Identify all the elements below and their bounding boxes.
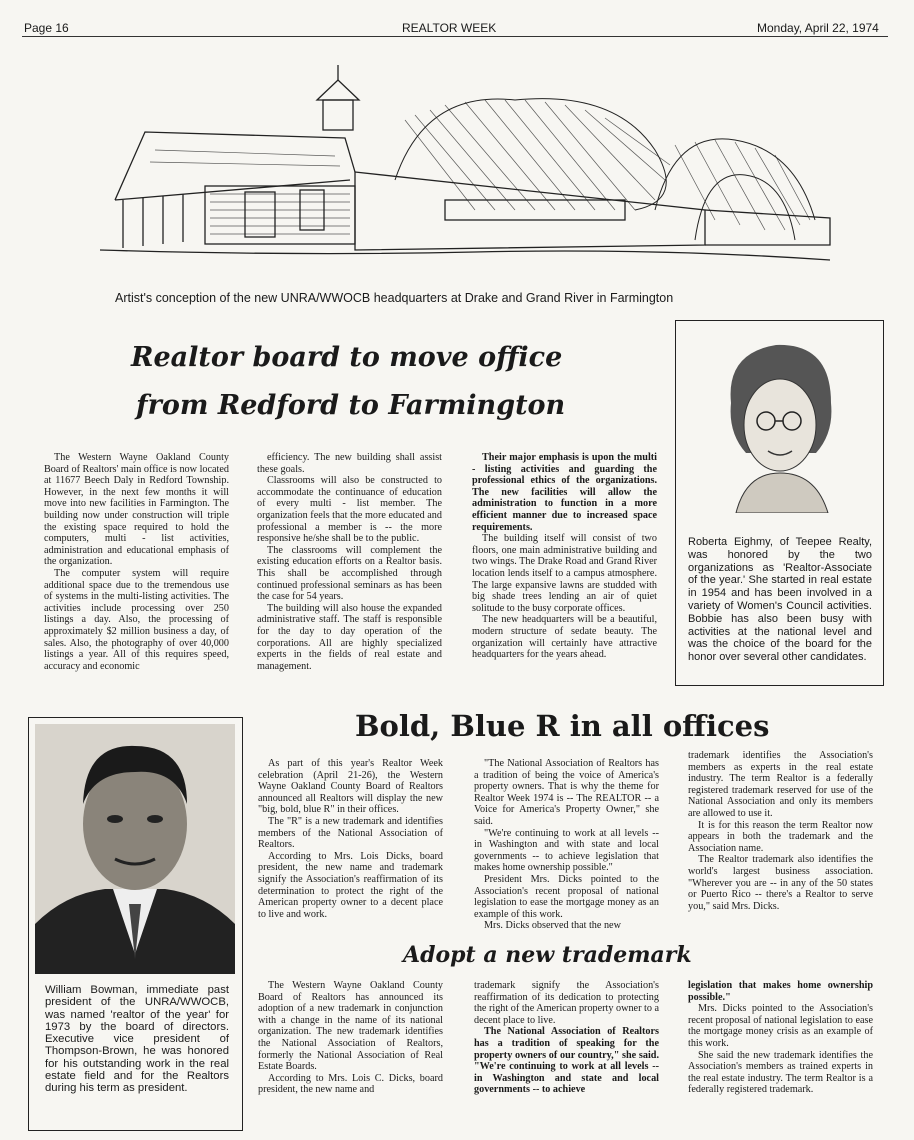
paragraph: She said the new trademark identifies the Association's members as trained experts in the real estate industry. The term Realtor is a federally registered trademark.: [688, 1049, 873, 1096]
paragraph: The classrooms will complement the existing education efforts on a Realtor basis. This shall be accomplished through continued professional seminars as has been the case for 54 years.: [257, 544, 442, 603]
paragraph: The computer system will require additional space due to the tremendous use of systems in the multi-listing activities. The activities include processing over 250 listings a day. Also, the processing of approximately $2 million business a day, of sales. Also, the photography of over 40,000 listings a year. All of this requires speed, accuracy and economic: [44, 567, 229, 672]
paragraph-bold: The National Association of Realtors has a tradition of speaking for the property owners of our country," she said. "We're continuing to work at all levels -- in Washington and state and local governments -- to achieve: [474, 1026, 659, 1096]
header-rule: [22, 36, 888, 37]
paragraph: According to Mrs. Lois Dicks, board president, the new name and trademark signify the Association's reaffirmation of its determination to protect the right of the American property owner to a decent place to live and work.: [258, 850, 443, 920]
paragraph: The "R" is a new trademark and identifies members of the National Association of Realtors.: [258, 815, 443, 851]
paragraph: Classrooms will also be constructed to accommodate the continuance of education of every multi - list member. The organization feels that the more educated and professional a member is -- the more responsive he/she shall be to the public.: [257, 475, 442, 545]
issue-date: Monday, April 22, 1974: [757, 21, 879, 35]
story2-column1: [258, 758, 443, 920]
story1-column1: [44, 452, 229, 672]
sidebar-man-box: [28, 717, 243, 1131]
paragraph: The building will also house the expanded administrative staff. The staff is responsible for the day to day operation of the corporations. All are highly specialized experts in the fields of real estate and management.: [257, 602, 442, 672]
story2-column2: [474, 758, 659, 932]
story1-column2: [257, 452, 442, 672]
portrait-photo-woman: [716, 333, 846, 513]
portrait-photo-man: [35, 724, 235, 974]
paragraph: The new headquarters will be a beautiful, modern structure of sedate beauty. The organization will certainly have attractive headquarters for the years ahead.: [472, 614, 657, 661]
sidebar-man-caption: William Bowman, immediate past president of the UNRA/WWOCB, was named 'realtor of the year' for 1973 by the board of directors. Executive vice president of Thompson-Brown, he was honored for his outstanding work in the real estate field and for the Realtors during his term as president.: [45, 984, 229, 1095]
building-illustration: [95, 60, 835, 285]
paragraph: "The National Association of Realtors has a tradition of being the voice of America's property owners. That is why the theme for Realtor Week 1974 is -- The REALTOR -- a Voice for America's Property Owner," she said.: [474, 758, 659, 827]
paragraph: The Western Wayne Oakland County Board of Realtors' main office is now located at 11677 Beech Daly in Redford Township. However, in the next few months it will move into new facilities in Farmington. The building now under construction will triple the existing space required to hold the computers, multi - list activities, administration and educational emphasis of the organization.: [44, 452, 229, 568]
paragraph: Mrs. Dicks observed that the new: [484, 920, 621, 932]
sidebar-woman-box: [675, 320, 884, 686]
paragraph: As part of this year's Realtor Week celebration (April 21-26), the Western Wayne Oakland County Board of Realtors announced all Realtors will display the new "big, bold, blue R" in their offices.: [258, 758, 443, 816]
paragraph: The Realtor trademark also identifies the world's largest business association. "Wherever you are -- in any of the 50 states or Puerto Rico -- there's a Realtor to serve you," said Mrs. Dicks.: [688, 854, 873, 912]
publication-name: REALTOR WEEK: [402, 21, 497, 35]
story3-column3: [688, 980, 873, 1096]
story2-headline: Bold, Blue R in all offices: [355, 709, 770, 743]
story3-column1: [258, 980, 443, 1096]
story3-headline: Adopt a new trademark: [403, 942, 692, 968]
paragraph-bold: legislation that makes home ownership possible.": [688, 980, 873, 1003]
sidebar-woman-caption: Roberta Eighmy, of Teepee Realty, was honored by the two organizations as 'Realtor-Associate of the year.' She started in real estate in 1954 and has been involved in a variety of Women's Council activities. Bobbie has also been busy with activities at the national level and was the choice of the board for the honor over several other candidates.: [688, 536, 872, 664]
story3-column2: [474, 980, 659, 1096]
paragraph: efficiency. The new building shall assist these goals.: [257, 452, 442, 475]
paragraph: President Mrs. Dicks pointed to the Association's recent proposal of national legislation to ease the mortgage money as an example of this work.: [474, 873, 659, 920]
illustration-caption: Artist's conception of the new UNRA/WWOCB headquarters at Drake and Grand River in Farmington: [115, 291, 674, 305]
paragraph: trademark signify the Association's reaffirmation of its dedication to protecting the right of the American property owner to a decent place to live.: [474, 980, 660, 1026]
page-number: Page 16: [24, 21, 69, 35]
paragraph-bold: Their major emphasis is upon the multi - listing activities and guarding the professional ethics of the organizations. The new facilities will allow the administration to function in a more efficient manner due to increased space requirements.: [472, 452, 657, 533]
story1-column3: [472, 452, 657, 661]
paragraph: trademark identifies the Association's members as experts in the real estate industry. The term Realtor is a federally registered trademark reserved for use of the National Association and only its members are allowed to use it.: [688, 750, 873, 819]
paragraph: According to Mrs. Lois C. Dicks, board president, the new name and: [258, 1072, 443, 1096]
paragraph: Mrs. Dicks pointed to the Association's recent proposal of national legislation to ease the mortgage money crisis as an example of this work.: [688, 1003, 873, 1049]
paragraph: The Western Wayne Oakland County Board of Realtors has announced its adoption of a new trademark in conjunction with a change in the name of its national organization. The new trademark identifies the National Association of Realtors, formerly the National Association of Real Estate Boards.: [258, 980, 443, 1073]
story1-headline-line1: Realtor board to move office: [131, 342, 563, 373]
story2-column3: [688, 750, 873, 912]
paragraph: "We're continuing to work at all levels -- in Washington and with state and local governments -- to achieve legislation that makes home ownership possible.": [474, 827, 659, 874]
paragraph: It is for this reason the term Realtor now appears in both the trademark and the Association name.: [688, 819, 873, 854]
story1-headline-line2: from Redford to Farmington: [136, 390, 566, 421]
paragraph: The building itself will consist of two floors, one main administrative building and two wings. The Drake Road and Grand River location lends itself to a campus atmosphere. The large expansive lawns are studded with big shade trees lending an air of quiet solitude to the busy corporate offices.: [472, 533, 657, 614]
